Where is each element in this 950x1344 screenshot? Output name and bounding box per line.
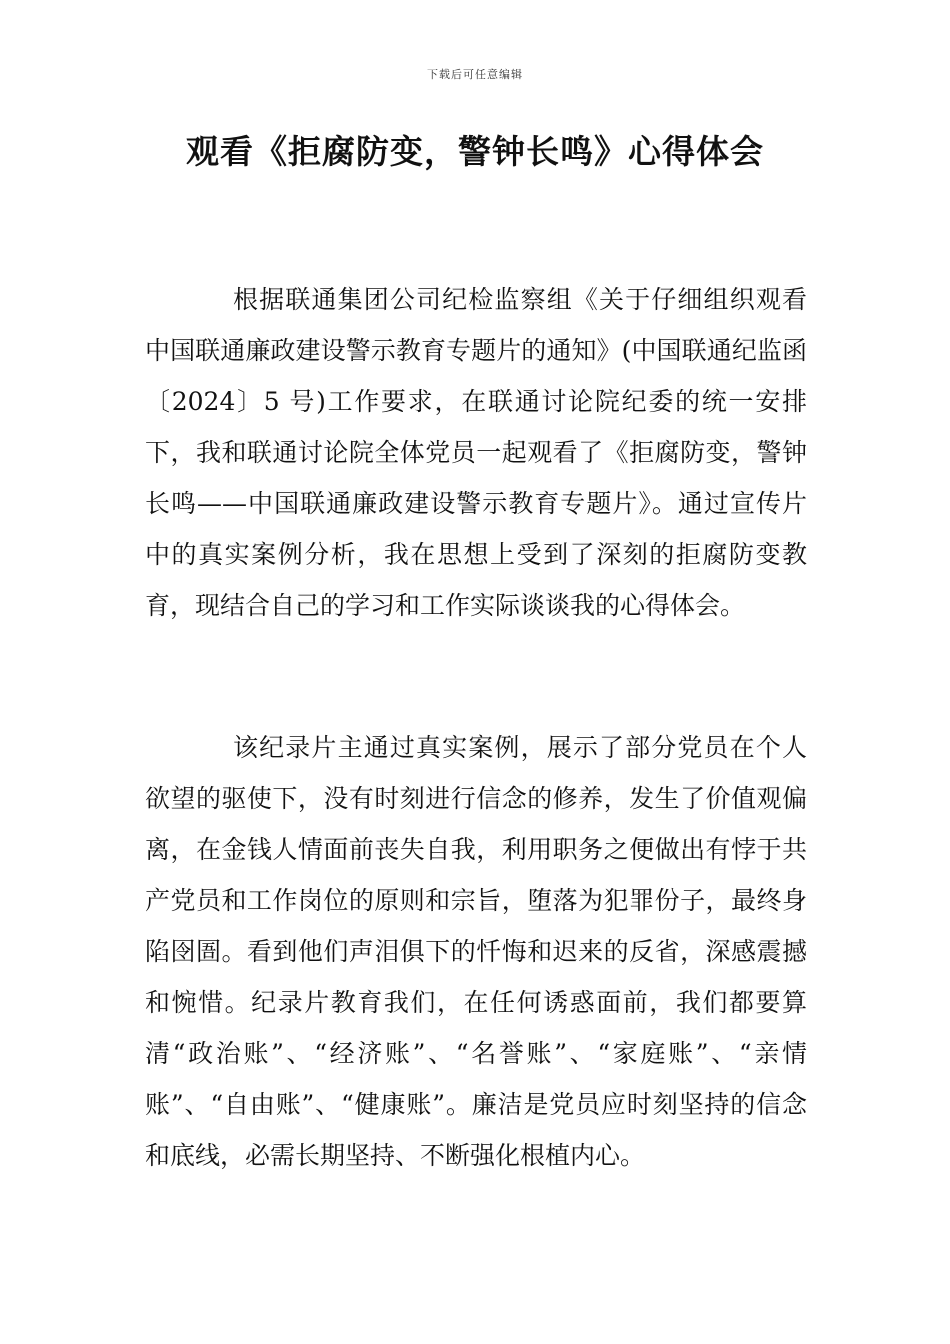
body-paragraph-2: 该纪录片主通过真实案例，展示了部分党员在个人欲望的驱使下，没有时刻进行信念的修养，发生了价值观偏离，在金钱人情面前丧失自我，利用职务之便做出有悖于共产党员和工作岗位的原则和宗旨，堕落为犯罪份子，最终身陷囹圄。看到他们声泪俱下的忏悔和迟来的反省，深感震撼和惋惜。纪录片教育我们，在任何诱惑面前，我们都要算清“政治账”、“经济账”、“名誉账”、“家庭账”、“亲情账”、“自由账”、“健康账”。廉洁是党员应时刻坚持的信念和底线，必需长期坚持、不断强化根植内心。 (145, 733, 807, 1170)
body-paragraph-1: 根据联通集团公司纪检监察组《关于仔细组织观看中国联通廉政建设警示教育专题片的通知》(中国联通纪监函〔2024〕5 号)工作要求，在联通讨论院纪委的统一安排下，我和联通讨论院全体党员一起观看了《拒腐防变，警钟长鸣——中国联通廉政建设警示教育专题片》。通过宣传片中的真实案例分析，我在思想上受到了深刻的拒腐防变教育，现结合自己的学习和工作实际谈谈我的心得体会。 (145, 285, 807, 620)
document-title: 观看《拒腐防变，警钟长鸣》心得体会 (186, 132, 764, 171)
header-note: 下载后可任意编辑 (427, 68, 523, 81)
